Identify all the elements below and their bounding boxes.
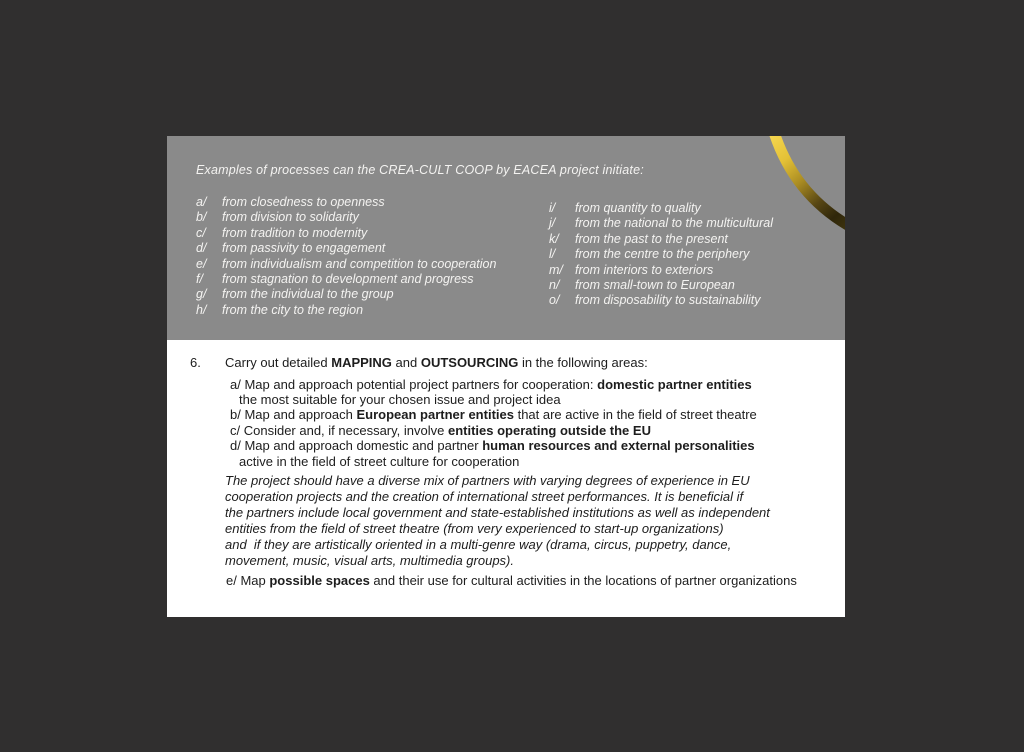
task-heading-row [190, 355, 827, 371]
process-item [196, 210, 496, 225]
note-line: movement, music, visual arts, multimedia groups). [225, 552, 514, 568]
note-line: cooperation projects and the creation of international street performances. It is beneficial if [225, 488, 744, 504]
process-item-label: j/ [549, 216, 556, 231]
process-item-text: from closedness to openness [222, 195, 385, 209]
note-line: and if they are artistically oriented in a multi-genre way (drama, circus, puppetry, dance, [225, 536, 732, 552]
processes-panel [167, 136, 845, 340]
partner-mix-note [225, 473, 827, 569]
task-sub-line [230, 407, 827, 422]
text-segment: c/ Consider and, if necessary, involve [230, 422, 448, 438]
process-item [196, 241, 496, 256]
process-item-text: from the centre to the periphery [575, 247, 750, 262]
process-item-label: n/ [549, 278, 560, 293]
process-item-label: g/ [196, 287, 207, 302]
process-item [549, 278, 773, 293]
process-item-label: f/ [196, 272, 203, 287]
process-item-label: i/ [549, 201, 556, 215]
text-segment: and their use for cultural activities in the locations of partner organizations [369, 572, 797, 588]
bold-text-segment: entities operating outside the EU [447, 422, 651, 438]
note-line: entities from the field of street theatre (from very experienced to start-up organizations) [225, 520, 724, 536]
process-item [549, 247, 773, 262]
process-item-text: from stagnation to development and progress [222, 272, 474, 287]
task-sub-line [230, 454, 827, 469]
process-item-label: a/ [196, 195, 207, 209]
process-item-text: from the past to the present [575, 231, 728, 246]
task-sub-line [230, 438, 827, 453]
process-item [196, 287, 496, 302]
process-item-label: m/ [549, 262, 563, 277]
note-line: The project should have a diverse mix of partners with varying degrees of experience in EU [225, 472, 750, 488]
process-item-label: k/ [549, 231, 559, 246]
bold-text-segment: possible spaces [269, 572, 370, 588]
process-item-label: h/ [196, 302, 207, 317]
note-line: the partners include local government and state-established institutions as well as independent [225, 504, 770, 520]
processes-title: Examples of processes can the CREA-CULT COOP by EACEA project initiate: [196, 163, 644, 177]
process-item-text: from the city to the region [222, 302, 364, 317]
task-number: 6. [190, 355, 201, 370]
task-sub-items [230, 377, 827, 469]
text-segment: and [391, 355, 421, 370]
presentation-slide [167, 136, 845, 617]
tasks-panel [167, 340, 845, 617]
task-sub-line [230, 392, 827, 407]
process-item-label: l/ [549, 247, 556, 262]
process-item [196, 303, 496, 318]
process-item-text: from disposability to sustainability [575, 293, 761, 308]
bold-text-segment: domestic partner entities [597, 376, 752, 392]
process-item [196, 226, 496, 241]
process-list-left [196, 195, 496, 318]
text-segment: d/ Map and approach domestic and partner [230, 438, 483, 454]
text-segment: in the following areas: [518, 355, 648, 370]
text-segment: b/ Map and approach [230, 407, 357, 423]
process-item [196, 272, 496, 287]
process-item-label: o/ [549, 293, 560, 308]
process-item-text: from individualism and competition to cooperation [222, 256, 497, 271]
process-item [549, 293, 773, 308]
text-segment: that are active in the field of street theatre [513, 407, 757, 423]
task-heading [225, 355, 648, 371]
text-segment: Carry out detailed [225, 355, 332, 370]
process-item-label: d/ [196, 241, 207, 256]
process-item-text: from passivity to engagement [222, 241, 386, 256]
process-item-text: from the individual to the group [222, 287, 394, 302]
task-sub-line [230, 423, 827, 438]
text-segment: a/ Map and approach potential project partners for cooperation: [230, 376, 598, 392]
bold-text-segment: human resources and external personalities [482, 438, 755, 454]
process-item-label: c/ [196, 225, 206, 240]
process-item-text: from quantity to quality [575, 201, 701, 215]
process-item-text: from division to solidarity [222, 210, 359, 225]
text-segment: e/ Map [226, 572, 270, 588]
process-item-label: b/ [196, 210, 207, 225]
text-segment: the most suitable for your chosen issue and project idea [239, 391, 561, 407]
bold-text-segment: MAPPING [331, 355, 392, 370]
task-item-e [226, 573, 827, 589]
process-item-label: e/ [196, 256, 207, 271]
gold-arc-decoration [715, 136, 845, 246]
process-item-text: from interiors to exteriors [575, 262, 714, 277]
process-item [549, 263, 773, 278]
process-item-text: from small-town to European [575, 278, 735, 293]
process-item-text: from the national to the multicultural [575, 216, 774, 231]
text-segment: active in the field of street culture for cooperation [239, 453, 520, 469]
bold-text-segment: OUTSOURCING [420, 355, 519, 370]
process-item [196, 257, 496, 272]
task-sub-line [230, 377, 827, 392]
bold-text-segment: European partner entities [356, 407, 514, 423]
process-item [196, 195, 496, 210]
process-item-text: from tradition to modernity [222, 225, 368, 240]
